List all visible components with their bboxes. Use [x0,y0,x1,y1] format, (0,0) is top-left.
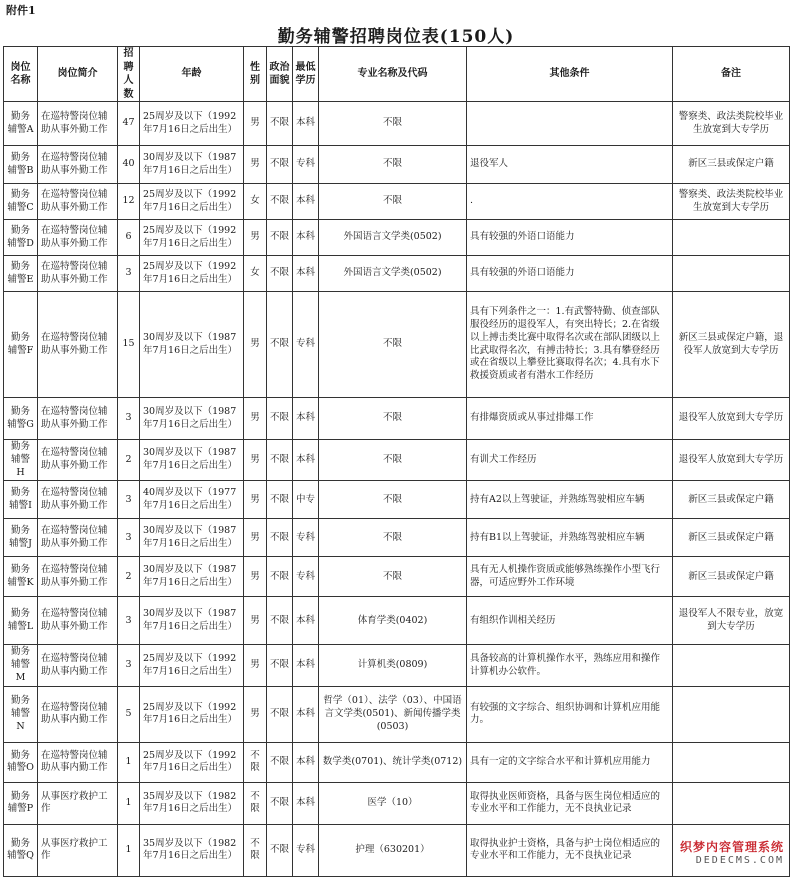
cell-other-conditions: 具有较强的外语口语能力 [467,256,673,292]
table-row [4,824,790,876]
cell-age: 30周岁及以下（1987年7月16日之后出生） [140,292,244,398]
cell-other-conditions [467,102,673,146]
cell-min-education: 中专 [293,481,319,519]
cell-age: 25周岁及以下（1992年7月16日之后出生） [140,742,244,782]
cell-position-summary: 在巡特警岗位辅助从事外勤工作 [38,102,118,146]
cell-political-status: 不限 [267,782,293,824]
cell-headcount: 3 [118,519,140,557]
cell-min-education: 本科 [293,742,319,782]
table-row [4,440,790,481]
cell-headcount: 3 [118,645,140,686]
cell-position-name: 勤务辅警J [4,519,38,557]
cell-political-status: 不限 [267,481,293,519]
cell-major: 不限 [319,146,467,184]
header-position-summary: 岗位简介 [38,47,118,102]
table-row [4,645,790,686]
cell-remarks [673,220,790,256]
cell-position-name: 勤务辅警K [4,557,38,597]
cell-gender: 不限 [244,782,267,824]
cell-position-name: 勤务辅警P [4,782,38,824]
cell-age: 25周岁及以下（1992年7月16日之后出生） [140,102,244,146]
cell-position-summary: 在巡特警岗位辅助从事外勤工作 [38,597,118,645]
cell-age: 35周岁及以下（1982年7月16日之后出生） [140,824,244,876]
cell-age: 25周岁及以下（1992年7月16日之后出生） [140,256,244,292]
cell-min-education: 专科 [293,824,319,876]
cell-headcount: 47 [118,102,140,146]
cell-min-education: 本科 [293,220,319,256]
cell-position-summary: 在巡特警岗位辅助从事外勤工作 [38,256,118,292]
cell-position-name: 勤务辅警D [4,220,38,256]
cell-min-education: 本科 [293,256,319,292]
cell-position-summary: 在巡特警岗位辅助从事外勤工作 [38,220,118,256]
cell-position-summary: 在巡特警岗位辅助从事外勤工作 [38,398,118,440]
cell-age: 30周岁及以下（1987年7月16日之后出生） [140,146,244,184]
cell-gender: 男 [244,440,267,481]
cell-age: 30周岁及以下（1987年7月16日之后出生） [140,398,244,440]
cell-position-name: 勤务辅警L [4,597,38,645]
cell-remarks: 警察类、政法类院校毕业生放宽到大专学历 [673,184,790,220]
cell-age: 30周岁及以下（1987年7月16日之后出生） [140,519,244,557]
cell-position-name: 勤务辅警B [4,146,38,184]
cell-other-conditions: . [467,184,673,220]
cell-gender: 女 [244,184,267,220]
cell-position-name: 勤务辅警F [4,292,38,398]
cell-position-summary: 在巡特警岗位辅助从事内勤工作 [38,742,118,782]
cell-position-name: 勤务辅警M [4,645,38,686]
header-other-conditions: 其他条件 [467,47,673,102]
table-row [4,292,790,398]
cell-major: 不限 [319,557,467,597]
header-political-status: 政治面貌 [267,47,293,102]
cell-other-conditions: 有组织作训相关经历 [467,597,673,645]
cell-political-status: 不限 [267,292,293,398]
attachment-label: 附件1 [6,4,36,17]
table-row [4,597,790,645]
cell-position-summary: 在巡特警岗位辅助从事外勤工作 [38,146,118,184]
cell-min-education: 本科 [293,102,319,146]
cell-min-education: 本科 [293,686,319,742]
cell-headcount: 6 [118,220,140,256]
cell-gender: 男 [244,481,267,519]
cell-min-education: 本科 [293,782,319,824]
cell-min-education: 专科 [293,292,319,398]
table-row [4,519,790,557]
cell-age: 25周岁及以下（1992年7月16日之后出生） [140,686,244,742]
cell-gender: 男 [244,292,267,398]
cell-remarks [673,686,790,742]
cell-other-conditions: 具有一定的文字综合水平和计算机应用能力 [467,742,673,782]
cell-political-status: 不限 [267,824,293,876]
cell-remarks: 新区三县或保定户籍 [673,146,790,184]
cell-age: 40周岁及以下（1977年7月16日之后出生） [140,481,244,519]
cell-political-status: 不限 [267,557,293,597]
cell-position-name: 勤务辅警C [4,184,38,220]
recruitment-table [3,46,790,877]
cell-major: 不限 [319,519,467,557]
cell-gender: 男 [244,645,267,686]
cell-remarks: 新区三县或保定户籍 [673,519,790,557]
site-watermark [678,838,786,866]
cell-major: 护理（630201） [319,824,467,876]
cell-other-conditions: 具备较高的计算机操作水平，熟练应用和操作计算机办公软件。 [467,645,673,686]
cell-headcount: 40 [118,146,140,184]
cell-major: 医学（10） [319,782,467,824]
cell-major: 不限 [319,184,467,220]
cell-position-name: 勤务辅警Q [4,824,38,876]
cell-age: 30周岁及以下（1987年7月16日之后出生） [140,440,244,481]
cell-age: 25周岁及以下（1992年7月16日之后出生） [140,184,244,220]
cell-min-education: 专科 [293,519,319,557]
cell-major: 不限 [319,440,467,481]
cell-gender: 女 [244,256,267,292]
cell-political-status: 不限 [267,146,293,184]
header-gender: 性别 [244,47,267,102]
cell-position-summary: 在巡特警岗位辅助从事内勤工作 [38,686,118,742]
table-header-row [4,47,790,102]
table-row [4,742,790,782]
table-row [4,102,790,146]
cell-other-conditions: 有训犬工作经历 [467,440,673,481]
cell-other-conditions: 取得执业医师资格，具备与医生岗位相适应的专业水平和工作能力，无不良执业记录 [467,782,673,824]
watermark-line-1: 织梦内容管理系统 [679,840,784,854]
cell-position-name: 勤务辅警N [4,686,38,742]
cell-position-summary: 在巡特警岗位辅助从事内勤工作 [38,645,118,686]
table-row [4,782,790,824]
watermark-line-2: DEDECMS.COM [678,855,786,866]
cell-major: 不限 [319,292,467,398]
cell-remarks: 退役军人放宽到大专学历 [673,398,790,440]
cell-position-name: 勤务辅警G [4,398,38,440]
table-row [4,481,790,519]
cell-min-education: 专科 [293,146,319,184]
cell-political-status: 不限 [267,597,293,645]
cell-other-conditions: 具有较强的外语口语能力 [467,220,673,256]
cell-position-summary: 在巡特警岗位辅助从事外勤工作 [38,184,118,220]
cell-position-name: 勤务辅警E [4,256,38,292]
cell-political-status: 不限 [267,742,293,782]
header-major: 专业名称及代码 [319,47,467,102]
cell-headcount: 3 [118,398,140,440]
cell-remarks [673,645,790,686]
cell-position-summary: 从事医疗救护工作 [38,782,118,824]
cell-remarks: 退役军人放宽到大专学历 [673,440,790,481]
cell-political-status: 不限 [267,184,293,220]
cell-headcount: 15 [118,292,140,398]
cell-headcount: 3 [118,481,140,519]
cell-headcount: 1 [118,782,140,824]
cell-remarks [673,256,790,292]
cell-gender: 男 [244,398,267,440]
cell-min-education: 本科 [293,184,319,220]
cell-position-name: 勤务辅警O [4,742,38,782]
cell-min-education: 本科 [293,645,319,686]
cell-political-status: 不限 [267,686,293,742]
document-title: 勤务辅警招聘岗位表(150人) [277,27,515,47]
cell-political-status: 不限 [267,519,293,557]
cell-headcount: 3 [118,256,140,292]
cell-major: 体育学类(0402) [319,597,467,645]
header-age: 年龄 [140,47,244,102]
cell-position-name: 勤务辅警I [4,481,38,519]
cell-major: 外国语言文学类(0502) [319,220,467,256]
cell-gender: 不限 [244,742,267,782]
cell-other-conditions: 持有A2以上驾驶证，并熟练驾驶相应车辆 [467,481,673,519]
cell-gender: 男 [244,519,267,557]
cell-headcount: 1 [118,742,140,782]
cell-headcount: 1 [118,824,140,876]
cell-remarks: 新区三县或保定户籍 [673,557,790,597]
cell-min-education: 本科 [293,398,319,440]
cell-political-status: 不限 [267,256,293,292]
cell-gender: 男 [244,102,267,146]
cell-other-conditions: 有排爆资质或从事过排爆工作 [467,398,673,440]
cell-position-name: 勤务辅警A [4,102,38,146]
cell-political-status: 不限 [267,398,293,440]
cell-headcount: 2 [118,440,140,481]
cell-other-conditions: 具有下列条件之一：1.有武警特勤、侦查部队服役经历的退役军人，有突出特长；2.在省级以上搏击类比赛中取得名次或在部队团级以上比武取得名次，有搏击特长；3.具有攀登经历或在省级以上攀登比赛取得名次；4.具有水下救援资质或者有潜水工作经历 [467,292,673,398]
cell-age: 30周岁及以下（1987年7月16日之后出生） [140,597,244,645]
cell-major: 计算机类(0809) [319,645,467,686]
cell-remarks: 新区三县或保定户籍 [673,481,790,519]
cell-major: 不限 [319,102,467,146]
cell-political-status: 不限 [267,440,293,481]
cell-other-conditions: 有较强的文字综合、组织协调和计算机应用能力。 [467,686,673,742]
cell-position-name: 勤务辅警H [4,440,38,481]
cell-age: 25周岁及以下（1992年7月16日之后出生） [140,220,244,256]
cell-remarks: 新区三县或保定户籍，退役军人放宽到大专学历 [673,292,790,398]
table-row [4,256,790,292]
table-row [4,686,790,742]
header-headcount: 招聘人数 [118,47,140,102]
table-row [4,557,790,597]
header-remarks: 备注 [673,47,790,102]
cell-headcount: 5 [118,686,140,742]
cell-position-summary: 在巡特警岗位辅助从事外勤工作 [38,440,118,481]
cell-gender: 男 [244,597,267,645]
cell-other-conditions: 持有B1以上驾驶证，并熟练驾驶相应车辆 [467,519,673,557]
cell-remarks: 退役军人不限专业，放宽到大专学历 [673,597,790,645]
cell-age: 30周岁及以下（1987年7月16日之后出生） [140,557,244,597]
cell-headcount: 3 [118,597,140,645]
cell-headcount: 2 [118,557,140,597]
table-row [4,398,790,440]
cell-political-status: 不限 [267,220,293,256]
cell-gender: 男 [244,220,267,256]
cell-min-education: 本科 [293,597,319,645]
cell-age: 25周岁及以下（1992年7月16日之后出生） [140,645,244,686]
table-row [4,146,790,184]
cell-headcount: 12 [118,184,140,220]
cell-position-summary: 从事医疗救护工作 [38,824,118,876]
cell-min-education: 本科 [293,440,319,481]
cell-political-status: 不限 [267,102,293,146]
table-row [4,184,790,220]
cell-position-summary: 在巡特警岗位辅助从事外勤工作 [38,557,118,597]
cell-major: 数学类(0701)、统计学类(0712) [319,742,467,782]
header-min-education: 最低学历 [293,47,319,102]
cell-min-education: 专科 [293,557,319,597]
cell-age: 35周岁及以下（1982年7月16日之后出生） [140,782,244,824]
cell-other-conditions: 取得执业护士资格，具备与护士岗位相适应的专业水平和工作能力，无不良执业记录 [467,824,673,876]
cell-other-conditions: 具有无人机操作资质或能够熟练操作小型飞行器，可适应野外工作环境 [467,557,673,597]
table-row [4,220,790,256]
cell-gender: 男 [244,557,267,597]
cell-major: 不限 [319,481,467,519]
cell-gender: 男 [244,146,267,184]
cell-gender: 男 [244,686,267,742]
cell-major: 不限 [319,398,467,440]
cell-position-summary: 在巡特警岗位辅助从事外勤工作 [38,519,118,557]
cell-political-status: 不限 [267,645,293,686]
cell-remarks [673,742,790,782]
cell-position-summary: 在巡特警岗位辅助从事外勤工作 [38,481,118,519]
header-position-name: 岗位名称 [4,47,38,102]
cell-gender: 不限 [244,824,267,876]
cell-major: 哲学（01）、法学（03）、中国语言文学类(0501)、新闻传播学类(0503) [319,686,467,742]
cell-remarks [673,782,790,824]
cell-major: 外国语言文学类(0502) [319,256,467,292]
cell-remarks: 警察类、政法类院校毕业生放宽到大专学历 [673,102,790,146]
cell-other-conditions: 退役军人 [467,146,673,184]
cell-position-summary: 在巡特警岗位辅助从事外勤工作 [38,292,118,398]
